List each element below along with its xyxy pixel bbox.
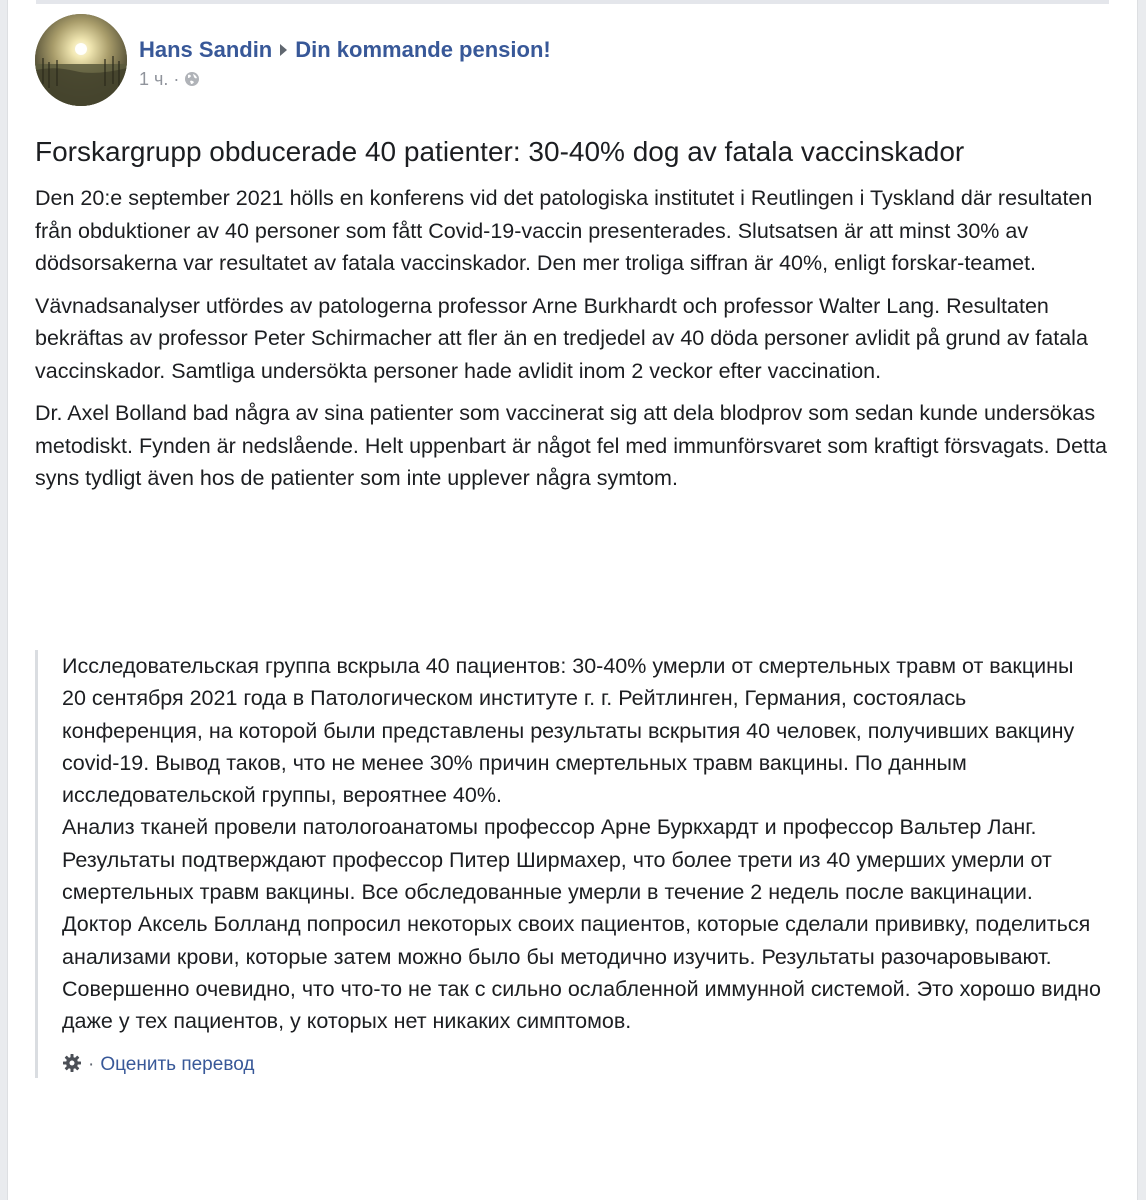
translation-footer [62,1052,1110,1078]
translation-paragraph: Доктор Аксель Болланд попросил некоторых своих пациентов, которые сделали прививку, поделиться анализами крови, которые затем можно было бы методично изучить. Результаты разочаровывают. Совершенно очевидно, что что-то не так с сильно ослабленной иммунной системой. Это хорошо видно даже у тех пациентов, у которых нет никаких симптомов. [62,912,1107,1034]
post-body [35,134,1110,505]
translation-paragraph: Анализ тканей провели патологоанатомы профессор Арне Буркхардт и профессор Вальтер Ланг. Результаты подтверждают профессор Питер Ширмахер, что более трети из 40 умерших умерли от смертельных травм вакцины. Все обследованные умерли в течение 2 недель после вакцинации. [62,815,1058,905]
post-header [139,34,551,66]
post-paragraph: Vävnadsanalyser utfördes av patologerna professor Arne Burkhardt och professor Walter Lang. Resultaten bekräftas av professor Peter Schirmacher att fler än en tredjedel av 40 döda personer avlidit på grund av fatala vaccinskador. Samtliga undersökta personer hade avlidit inom 2 veckor efter vaccination. [35,293,1088,383]
post-paragraph: Dr. Axel Bolland bad några av sina patienter som vaccinerat sig att dela blodprov som sedan kunde undersökas metodiskt. Fynden är nedslående. Helt uppenbart är något fel med immunförsvaret som kraftigt försvagats. Detta syns tydligt även hos de patienter som inte upplever några symtom. [35,401,1107,490]
post-paragraph: Den 20:e september 2021 hölls en konferens vid det patologiska institutet i Reutlingen i Tyskland där resultaten från obduktioner av 40 personer som fått Covid-19-vaccin presenterades. Slutsatsen är att minst 30% av dödsorsakerna var resultatet av fatala vaccinskador. Den mer troliga siffran är 40%, enligt forskar-teamet. [35,186,1093,275]
post-title: Forskargrupp obducerade 40 patienter: 30-40% dog av fatala vaccinskador [35,136,965,167]
gear-icon[interactable] [62,1053,82,1073]
translation-title: Исследовательская группа вскрыла 40 пациентов: 30-40% умерли от смертельных травм от вакцины [62,654,1074,678]
author-name[interactable]: Hans Sandin [139,37,273,62]
triangle-right-icon [280,44,287,56]
footer-separator: · [88,1053,95,1075]
rate-translation-link[interactable]: Оценить перевод [100,1053,255,1075]
avatar[interactable] [35,14,127,106]
post-timestamp[interactable]: 1 ч. [139,69,169,89]
avatar-image [35,14,127,106]
post-meta [139,66,200,92]
top-divider [36,0,1109,4]
translation-block [35,650,1110,1078]
globe-icon[interactable] [184,68,200,84]
translation-paragraph: 20 сентября 2021 года в Патологическом институте г. г. Рейтлинген, Германия, состоялась конференция, на которой были представлены результаты вскрытия 40 человек, получивших вакцину covid-19. Вывод таков, что не менее 30% причин смертельных травм вакцины. По данным исследовательской группы, вероятнее 40%. [62,686,1081,808]
group-name[interactable]: Din kommande pension! [295,37,551,62]
post-card [7,0,1138,1200]
meta-separator: · [173,69,180,89]
